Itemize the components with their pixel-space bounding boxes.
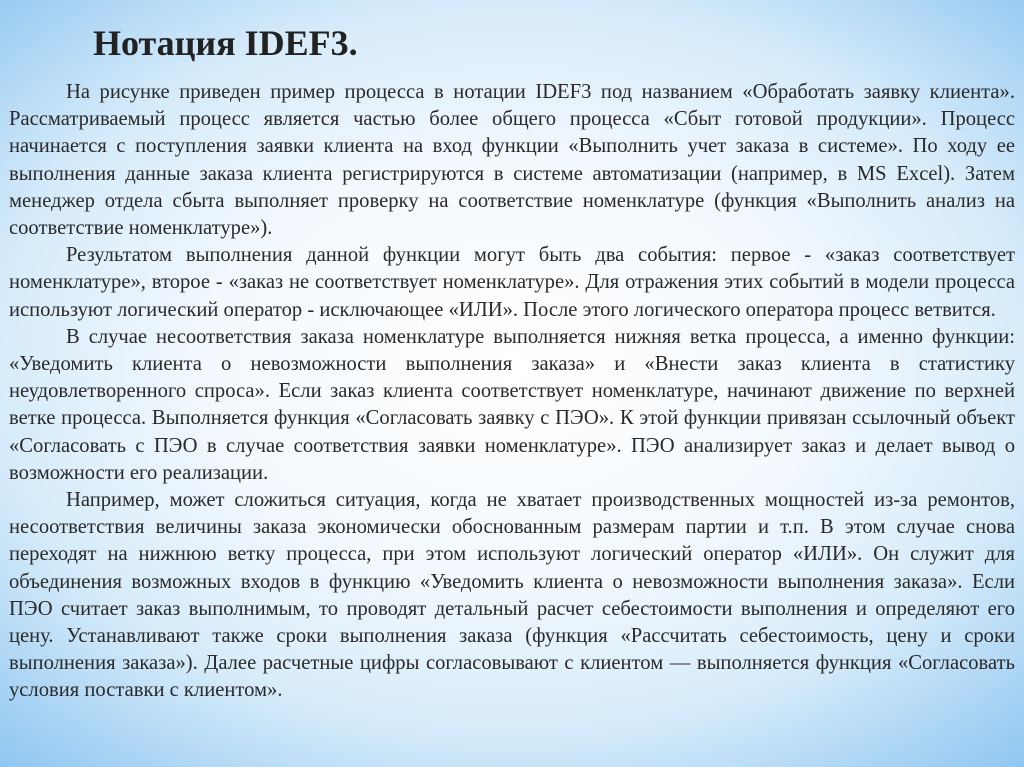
paragraph-2: Результатом выполнения данной функции могут быть два события: первое - «заказ соответствует номенклатуре», второе - «заказ не соответствует номенклатуре». Для отражения этих событий в модели процесса используют логический оператор - исключающее «ИЛИ». После этого логического оператора процесс ветвится. bbox=[9, 244, 1015, 321]
paragraph-3: В случае несоответствия заказа номенклатуре выполняется нижняя ветка процесса, а именно функции: «Уведомить клиента о невозможности выполнения заказа» и «Внести заказ клиента в статистику неудовлетворенного спроса». Если заказ клиента соответствует номенклатуре, начинают движение по верхней ветке процесса. Выполняется функция «Согласовать заявку с ПЭО». К этой функции привязан ссылочный объект «Согласовать с ПЭО в случае соответствия заявки номенклатуре». ПЭО анализирует заказ и делает вывод о возможности его реализации. bbox=[9, 325, 1015, 484]
slide-body bbox=[9, 79, 1015, 705]
paragraph-1: На рисунке приведен пример процесса в нотации IDEF3 под названием «Обработать заявку клиента». Рассматриваемый процесс является частью более общего процесса «Сбыт готовой продукции». Процесс начинается с поступления заявки клиента на вход функции «Выполнить учет заказа в системе». По ходу ее выполнения данные заказа клиента регистрируются в системе автоматизации (например, в MS Excel). Затем менеджер отдела сбыта выполняет проверку на соответствие номенклатуре (функция «Выполнить анализ на соответствие номенклатуре»). bbox=[9, 81, 1015, 240]
slide-title: Нотация IDEF3. bbox=[93, 23, 358, 63]
paragraph-4: Например, может сложиться ситуация, когда не хватает производственных мощностей из-за ремонтов, несоответствия величины заказа экономически обоснованным размерам партии и т.п. В этом случае снова переходят на нижнюю ветку процесса, при этом используют логический оператор «ИЛИ». Он служит для объединения возможных входов в функцию «Уведомить клиента о невозможности выполнения заказа». Если ПЭО считает заказ выполнимым, то проводят детальный расчет себестоимости выполнения и определяют его цену. Устанавливают также сроки выполнения заказа (функция «Рассчитать себестоимость, цену и сроки выполнения заказа»). Далее расчетные цифры согласовывают с клиентом — выполняется функция «Согласовать условия поставки с клиентом». bbox=[9, 489, 1015, 702]
